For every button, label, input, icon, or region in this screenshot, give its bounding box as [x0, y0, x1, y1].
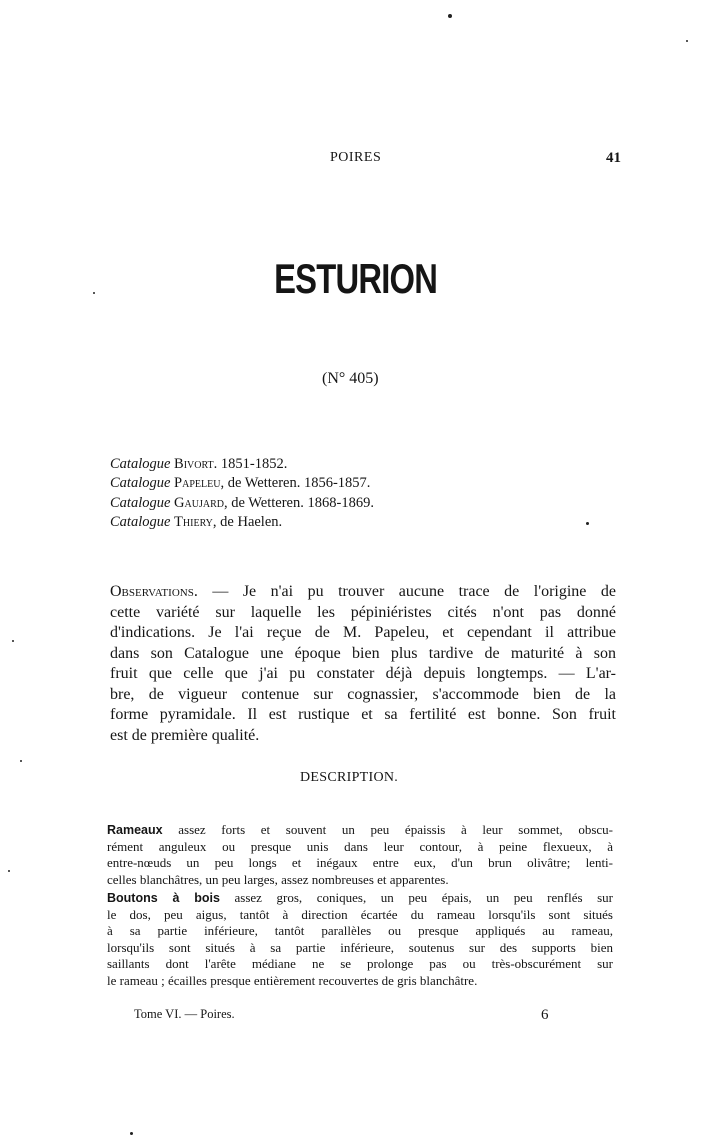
text-line: fruit que celle que j'ai pu constater déjà depuis longtemps. — L'ar-: [110, 665, 616, 682]
catalogue-detail: , de Wetteren. 1856-1857.: [220, 475, 371, 492]
description-body: [107, 822, 613, 989]
text-line: saillants dont l'arête médiane ne se prolonge pas ou très-obscurément sur: [107, 956, 613, 971]
scan-speck: [93, 292, 95, 294]
text-line: forme pyramidale. Il est rustique et sa fertilité est bonne. Son fruit: [110, 706, 616, 723]
text-line: rément anguleux ou presque unis dans leur contour, à peine flexueux, à: [107, 838, 613, 854]
text-line: d'indications. Je l'ai reçue de M. Papeleu, et cependant il attribue: [110, 624, 616, 641]
scan-speck: [586, 522, 589, 525]
description-heading: DESCRIPTION.: [300, 770, 399, 785]
variety-name: ESTURION: [274, 255, 438, 302]
text-line: à sa partie inférieure, tantôt parallèles ou presque appliqués au rameau,: [107, 923, 613, 938]
catalogue-author: Bivort: [174, 456, 214, 472]
scan-speck: [12, 640, 14, 642]
page-number: 41: [606, 150, 621, 166]
text-line: est de première qualité.: [110, 726, 260, 744]
catalogue-author: Gaujard: [174, 494, 224, 511]
catalogue-detail: , de Haelen.: [212, 513, 283, 530]
catalogue-author: Thiery: [174, 513, 213, 530]
catalogue-label: Catalogue: [110, 456, 171, 472]
scan-speck: [130, 1132, 133, 1135]
boutons-paragraph: [107, 890, 613, 989]
boutons-term: Boutons à bois: [107, 891, 220, 905]
rameaux-paragraph: [107, 822, 613, 888]
catalogue-entry: [110, 513, 374, 532]
text-line: Rameaux assez forts et souvent un peu épaissis à leur sommet, obscu-: [107, 822, 613, 837]
catalogue-label: Catalogue: [110, 513, 171, 530]
text-line: bre, de vigueur contenue sur cognassier, s'accommode bien de la: [110, 685, 616, 703]
scan-speck: [686, 40, 688, 42]
rameaux-term: Rameaux: [107, 823, 163, 837]
variety-number: (N° 405): [322, 370, 379, 387]
footer-signature: 6: [541, 1007, 549, 1023]
text-line: dans son Catalogue une époque bien plus tardive de maturité à son: [110, 644, 616, 662]
text-line: cette variété sur laquelle les pépiniéristes cités n'ont pas donné: [110, 603, 616, 621]
text-line: lorsqu'ils sont situés à sa partie inférieure, soutenus sur des supports bien: [107, 939, 613, 955]
text-line: le rameau ; écailles presque entièrement recouvertes de gris blanchâtre.: [107, 972, 478, 988]
catalogue-label: Catalogue: [110, 494, 171, 511]
catalogue-label: Catalogue: [110, 475, 171, 492]
scan-speck: [8, 870, 10, 872]
catalogue-detail: , de Wetteren. 1868-1869.: [223, 494, 374, 511]
text-line: Boutons à bois assez gros, coniques, un peu épais, un peu renflés sur: [107, 890, 613, 905]
catalogue-entry: [110, 494, 374, 513]
scan-speck: [20, 760, 22, 762]
catalogue-entry: [110, 455, 374, 474]
catalogue-author: Papeleu: [174, 475, 221, 492]
observations-paragraph: [110, 582, 616, 746]
catalogue-detail: . 1851-1852.: [213, 456, 288, 472]
observations-label: Observations.: [110, 583, 198, 600]
text-line: entre-nœuds un peu longs et inégaux entre eux, d'un brun olivâtre; lenti-: [107, 855, 613, 870]
catalogue-entry: [110, 474, 374, 493]
footer-volume: Tome VI. — Poires.: [134, 1007, 235, 1021]
text-line: celles blanchâtres, un peu larges, assez nombreuses et apparentes.: [107, 871, 449, 887]
text-line: le dos, peu aigus, tantôt à direction écartée du rameau lorsqu'ils sont situés: [107, 906, 613, 922]
running-title: POIRES: [330, 150, 382, 165]
catalogue-references: [110, 455, 374, 532]
text-line: Observations. — Je n'ai pu trouver aucune trace de l'origine de: [110, 583, 616, 600]
scan-speck: [448, 14, 452, 18]
